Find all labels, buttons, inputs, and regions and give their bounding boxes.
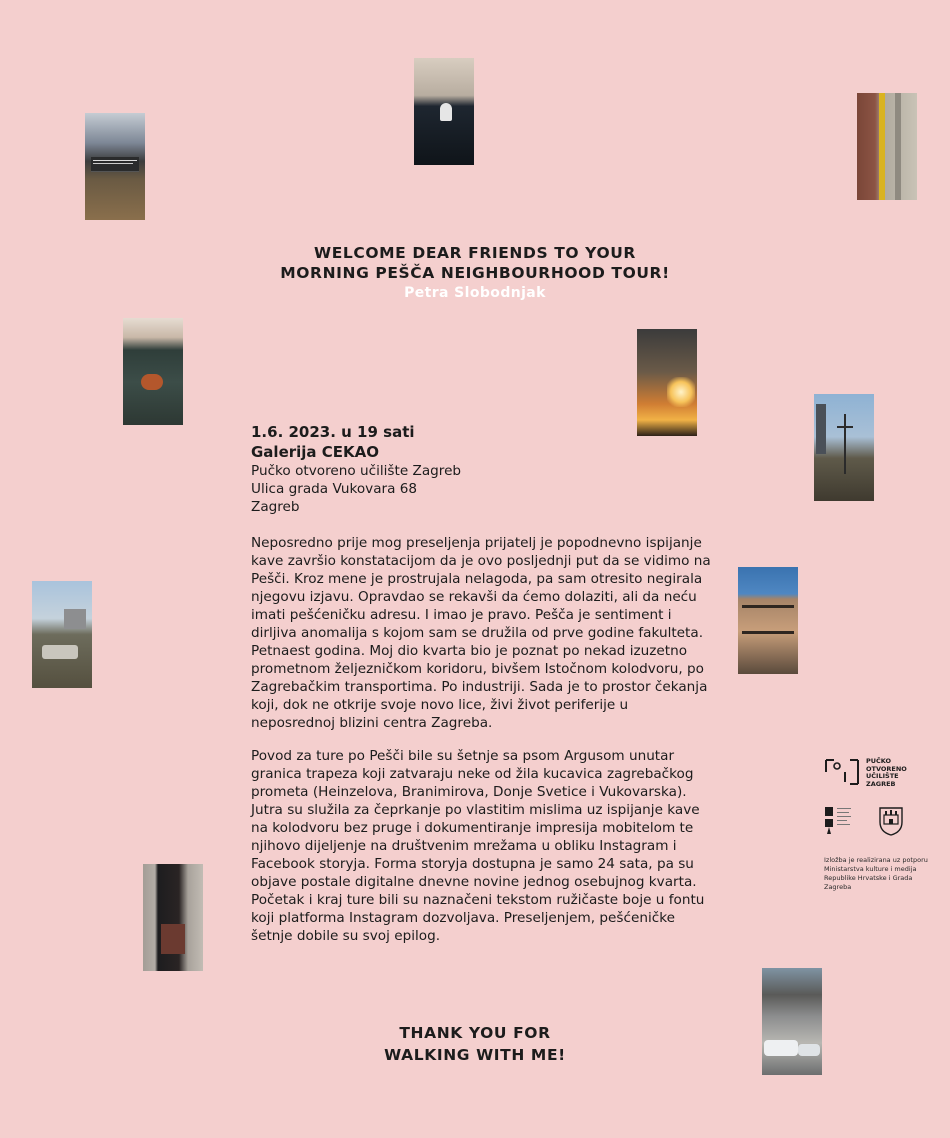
support-note: Izložba je realizirana uz potporu Ministarstva kulture i medija Republike Hrvatske i Grada Zagreba — [824, 856, 928, 891]
tour-title-line2: MORNING PEŠČA NEIGHBOURHOOD TOUR! — [280, 264, 670, 282]
event-venue: Galerija CEKAO — [251, 443, 380, 461]
event-address-line2: Ulica grada Vukovara 68 — [251, 481, 418, 497]
event-date: 1.6. 2023. u 19 sati — [251, 423, 415, 441]
body-paragraph-1: Neposredno prije mog preseljenja prijatelj je popodnevno ispijanje kave završio konstatacijom da je ovo posljednji put da se vidimo na Pešči. Kroz mene je prostrujala nelagoda, pa sam otresito negirala njegovu izjavu. Opravdao se rekavši da ćemo dolaziti, ali da neću imati pešćeničku adresu. I imao je pravo. Pešča je sentiment i dirljiva anomalija s kojom sam se družila od prve godine fakulteta. Petnaest godina. Moj dio kvarta bio je poznat po nekad izuzetno prometnom željezničkom koridoru, bivšem Istočnom kolodvoru, po Zagrebačkim transportima. Po industriji. Sada je to prostor čekanja koji, dok ne otkrije svoje novo lice, živi život periferije u neposrednoj blizini centra Zagreba. — [251, 535, 711, 731]
ministry-logo-icon — [824, 806, 854, 836]
story-photo-building-pole — [857, 93, 917, 200]
pou-logo-icon — [824, 758, 860, 786]
story-photo-concrete-tower — [738, 567, 798, 674]
tour-title-line1: WELCOME DEAR FRIENDS TO YOUR — [314, 244, 636, 262]
pou-logo — [824, 758, 934, 788]
body-paragraph-2: Povod za ture po Pešči bile su šetnje sa psom Argusom unutar granica trapeza koji zatvaraju neke od žila kucavica zagrebačkog prometa (Heinzelova, Branimirova, Donje Svetice i Vukovarska). Jutra su služila za čeprkanje po vlastitim mislima uz ispijanje kave na kolodvoru bez pruge i dokumentiranje impresija mobitelom te njihovo dijeljenje na društvenim mrežama u obliku Instagram i Facebook storyja. Forma storyja dostupna je samo 24 sata, pa su objave postale digitalne dnevne novine jednog osebujnog kvarta. Početak i kraj ture bili su naznačeni tekstom ružičaste boje u fontu koji platforma Instagram dozvoljava. Preseljenjem, pešćeničke šetnje dobile su svoj epilog. — [251, 748, 705, 944]
story-photo-park-sign — [85, 113, 145, 220]
event-info — [251, 422, 721, 516]
story-photo-sunset-factory — [637, 329, 697, 436]
closing-line2: WALKING WITH ME! — [384, 1046, 566, 1064]
sponsor-logos — [824, 758, 934, 836]
story-photo-covered-cart — [123, 318, 183, 425]
closing-line1: THANK YOU FOR — [399, 1024, 551, 1042]
author-name: Petra Slobodnjak — [404, 285, 546, 301]
story-photo-doorway — [143, 864, 203, 971]
closing-message — [0, 1022, 950, 1066]
event-address-line3: Zagreb — [251, 499, 300, 515]
story-photo-car-window — [414, 58, 474, 165]
story-photo-cross-trees — [814, 394, 874, 501]
zagreb-coat-of-arms-icon — [878, 806, 904, 836]
pou-logo-text: PUČKO OTVORENO UČILIŠTE ZAGREB — [866, 757, 907, 788]
story-photo-field-rubble — [32, 581, 92, 688]
event-address-line1: Pučko otvoreno učilište Zagreb — [251, 463, 462, 479]
tour-title — [0, 243, 950, 283]
ministry-city-logos — [824, 806, 934, 836]
